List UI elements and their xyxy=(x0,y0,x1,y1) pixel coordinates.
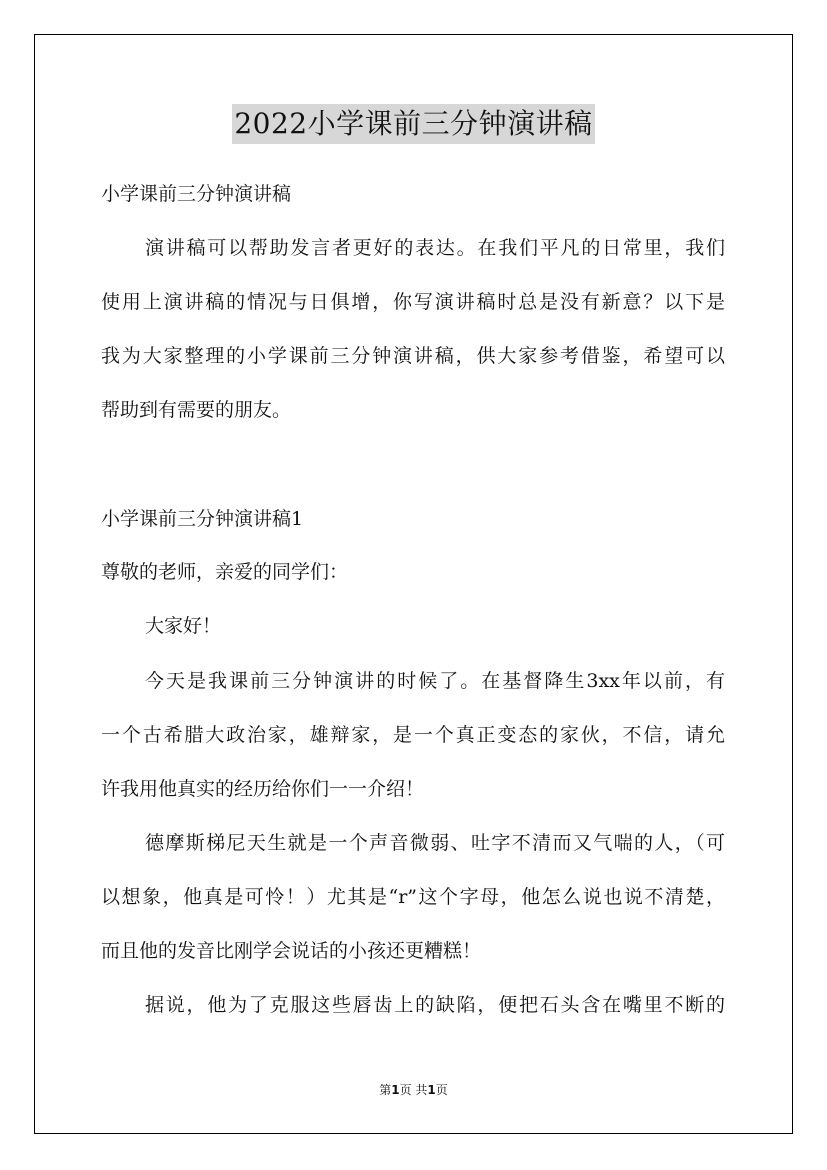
page-footer xyxy=(0,1082,827,1098)
footer-page-suffix: 页 共 xyxy=(399,1083,428,1097)
document-title: 2022小学课前三分钟演讲稿 xyxy=(232,104,594,144)
title-block xyxy=(0,104,827,144)
footer-page-prefix: 第 xyxy=(379,1083,392,1097)
intro-line-1: 演讲稿可以帮助发言者更好的表达。在我们平凡的日常里，我们 xyxy=(145,237,725,259)
paragraph3-line-1: 据说，他为了克服这些唇齿上的缺陷，便把石头含在嘴里不断的 xyxy=(145,994,725,1016)
paragraph1-line-2: 一个古希腊大政治家，雄辩家，是一个真正变态的家伙，不信，请允 xyxy=(101,724,725,746)
intro-line-2: 使用上演讲稿的情况与日俱增，你写演讲稿时总是没有新意？以下是 xyxy=(101,291,725,313)
paragraph2-line-2: 以想象，他真是可怜！）尤其是“r”这个字母，他怎么说也说不清楚， xyxy=(101,886,725,908)
footer-page-number: 1 xyxy=(391,1083,400,1097)
paragraph1-line-1: 今天是我课前三分钟演讲的时候了。在基督降生3xx年以前，有 xyxy=(145,670,725,692)
intro-line-4: 帮助到有需要的朋友。 xyxy=(101,399,292,421)
salutation: 尊敬的老师，亲爱的同学们： xyxy=(101,561,349,583)
paragraph2-line-3: 而且他的发音比刚学会说话的小孩还更糟糕！ xyxy=(101,940,482,962)
paragraph2-line-1: 德摩斯梯尼天生就是一个声音微弱、吐字不清而又气喘的人，（可 xyxy=(145,832,725,854)
footer-total-suffix: 页 xyxy=(435,1083,448,1097)
paragraph1-line-3: 许我用他真实的经历给你们一一介绍！ xyxy=(101,778,425,800)
greeting: 大家好！ xyxy=(145,615,222,637)
footer-total-pages: 1 xyxy=(427,1083,436,1097)
intro-line-3: 我为大家整理的小学课前三分钟演讲稿，供大家参考借鉴，希望可以 xyxy=(101,345,725,367)
subtitle: 小学课前三分钟演讲稿 xyxy=(101,183,292,205)
section-heading: 小学课前三分钟演讲稿1 xyxy=(101,508,304,530)
